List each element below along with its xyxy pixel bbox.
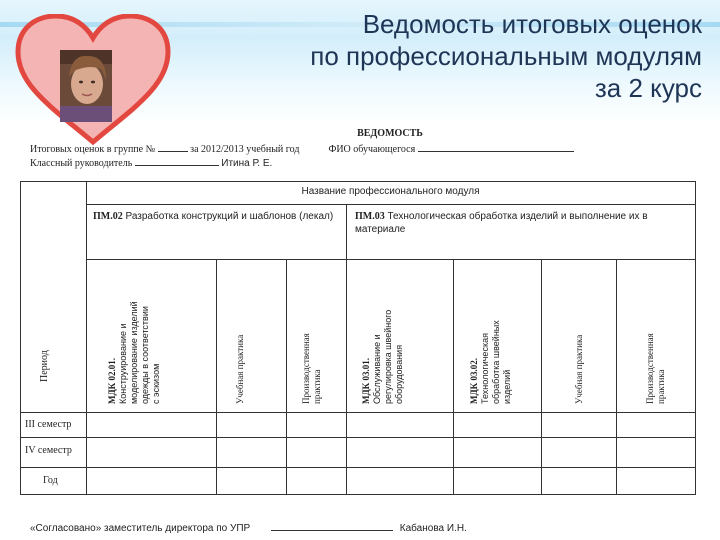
- column-line: Обслуживание и: [372, 334, 382, 404]
- column-line: Производственная: [301, 333, 311, 404]
- group-label: Итоговых оценок в группе №: [30, 144, 156, 155]
- grid-line: [21, 437, 695, 438]
- grades-table: [20, 181, 696, 495]
- group-line: [30, 142, 574, 155]
- pm03-title: Технологическая обработка изделий и выполнение их в материале: [355, 211, 648, 235]
- document-heading: ВЕДОМОСТЬ: [357, 128, 423, 139]
- teacher-name: Итина Р. Е.: [221, 158, 273, 169]
- column-line: регулировка швейного: [383, 309, 393, 404]
- pm02-header: [93, 210, 343, 223]
- column-line: практика: [656, 369, 666, 404]
- year-label: за 2012/2013 учебный год: [190, 144, 300, 155]
- page-title: [182, 8, 702, 104]
- student-name-blank: [418, 142, 574, 152]
- column-code: МДК 03.02.: [469, 358, 479, 404]
- approval-text: «Согласовано» заместитель директора по УПР: [30, 523, 251, 534]
- student-name-label: ФИО обучающегося: [328, 144, 416, 155]
- column-production-practice-pm03: [645, 333, 667, 404]
- column-line: моделирование изделий: [129, 301, 139, 404]
- approval-footer: [30, 522, 467, 534]
- column-code: МДК 03.01.: [361, 358, 371, 404]
- column-mdk-03-01: [361, 310, 405, 404]
- teacher-line: [30, 156, 272, 169]
- group-number-blank: [158, 142, 188, 152]
- row-semester-3: III семестр: [25, 419, 72, 430]
- column-line: Учебная практика: [574, 334, 584, 404]
- title-line-2: по профессиональным модулям: [310, 41, 702, 71]
- grid-line: [286, 259, 287, 494]
- pm02-title: Разработка конструкций и шаблонов (лекал): [125, 211, 334, 222]
- title-line-3: за 2 курс: [594, 73, 702, 103]
- grid-line: [21, 412, 695, 413]
- grid-line: [541, 259, 542, 494]
- column-line: Учебная практика: [235, 334, 245, 404]
- column-line: Производственная: [645, 333, 655, 404]
- grid-line: [21, 467, 695, 468]
- row-year: Год: [43, 475, 58, 486]
- column-line: Конструирование и: [118, 323, 128, 404]
- pm03-header: [355, 210, 691, 236]
- pm03-code: ПМ.03: [355, 211, 385, 222]
- teacher-blank: [135, 156, 219, 166]
- column-line: одежды в соответствии: [140, 306, 150, 404]
- pm02-code: ПМ.02: [93, 211, 123, 222]
- signature-blank: [271, 522, 393, 531]
- column-mdk-03-02: [469, 320, 513, 404]
- column-production-practice-pm02: [301, 333, 323, 404]
- module-header: Название профессионального модуля: [301, 186, 480, 197]
- grid-line: [86, 259, 695, 260]
- column-line: Технологическая: [480, 333, 490, 404]
- period-label: Период: [39, 350, 50, 382]
- grid-line: [216, 259, 217, 494]
- grid-line: [346, 204, 347, 494]
- approver-name: Кабанова И.Н.: [399, 523, 467, 534]
- teacher-label: Классный руководитель: [30, 158, 133, 169]
- row-semester-4: IV семестр: [25, 445, 72, 456]
- heart-photo-frame: [14, 14, 172, 146]
- grid-line: [86, 204, 695, 205]
- grid-line: [616, 259, 617, 494]
- grid-line: [453, 259, 454, 494]
- grid-line: [86, 182, 87, 494]
- column-mdk-02-01: [107, 301, 162, 404]
- column-code: МДК 02.01.: [107, 358, 117, 404]
- column-study-practice-pm02: [235, 335, 246, 404]
- column-line: оборудования: [394, 344, 404, 404]
- student-photo: [60, 50, 112, 122]
- column-line: изделий: [502, 369, 512, 404]
- title-line-1: Ведомость итоговых оценок: [362, 9, 702, 39]
- column-line: с эскизом: [151, 363, 161, 404]
- column-study-practice-pm03: [574, 335, 585, 404]
- column-line: практика: [312, 369, 322, 404]
- column-line: обработка швейных: [491, 320, 501, 404]
